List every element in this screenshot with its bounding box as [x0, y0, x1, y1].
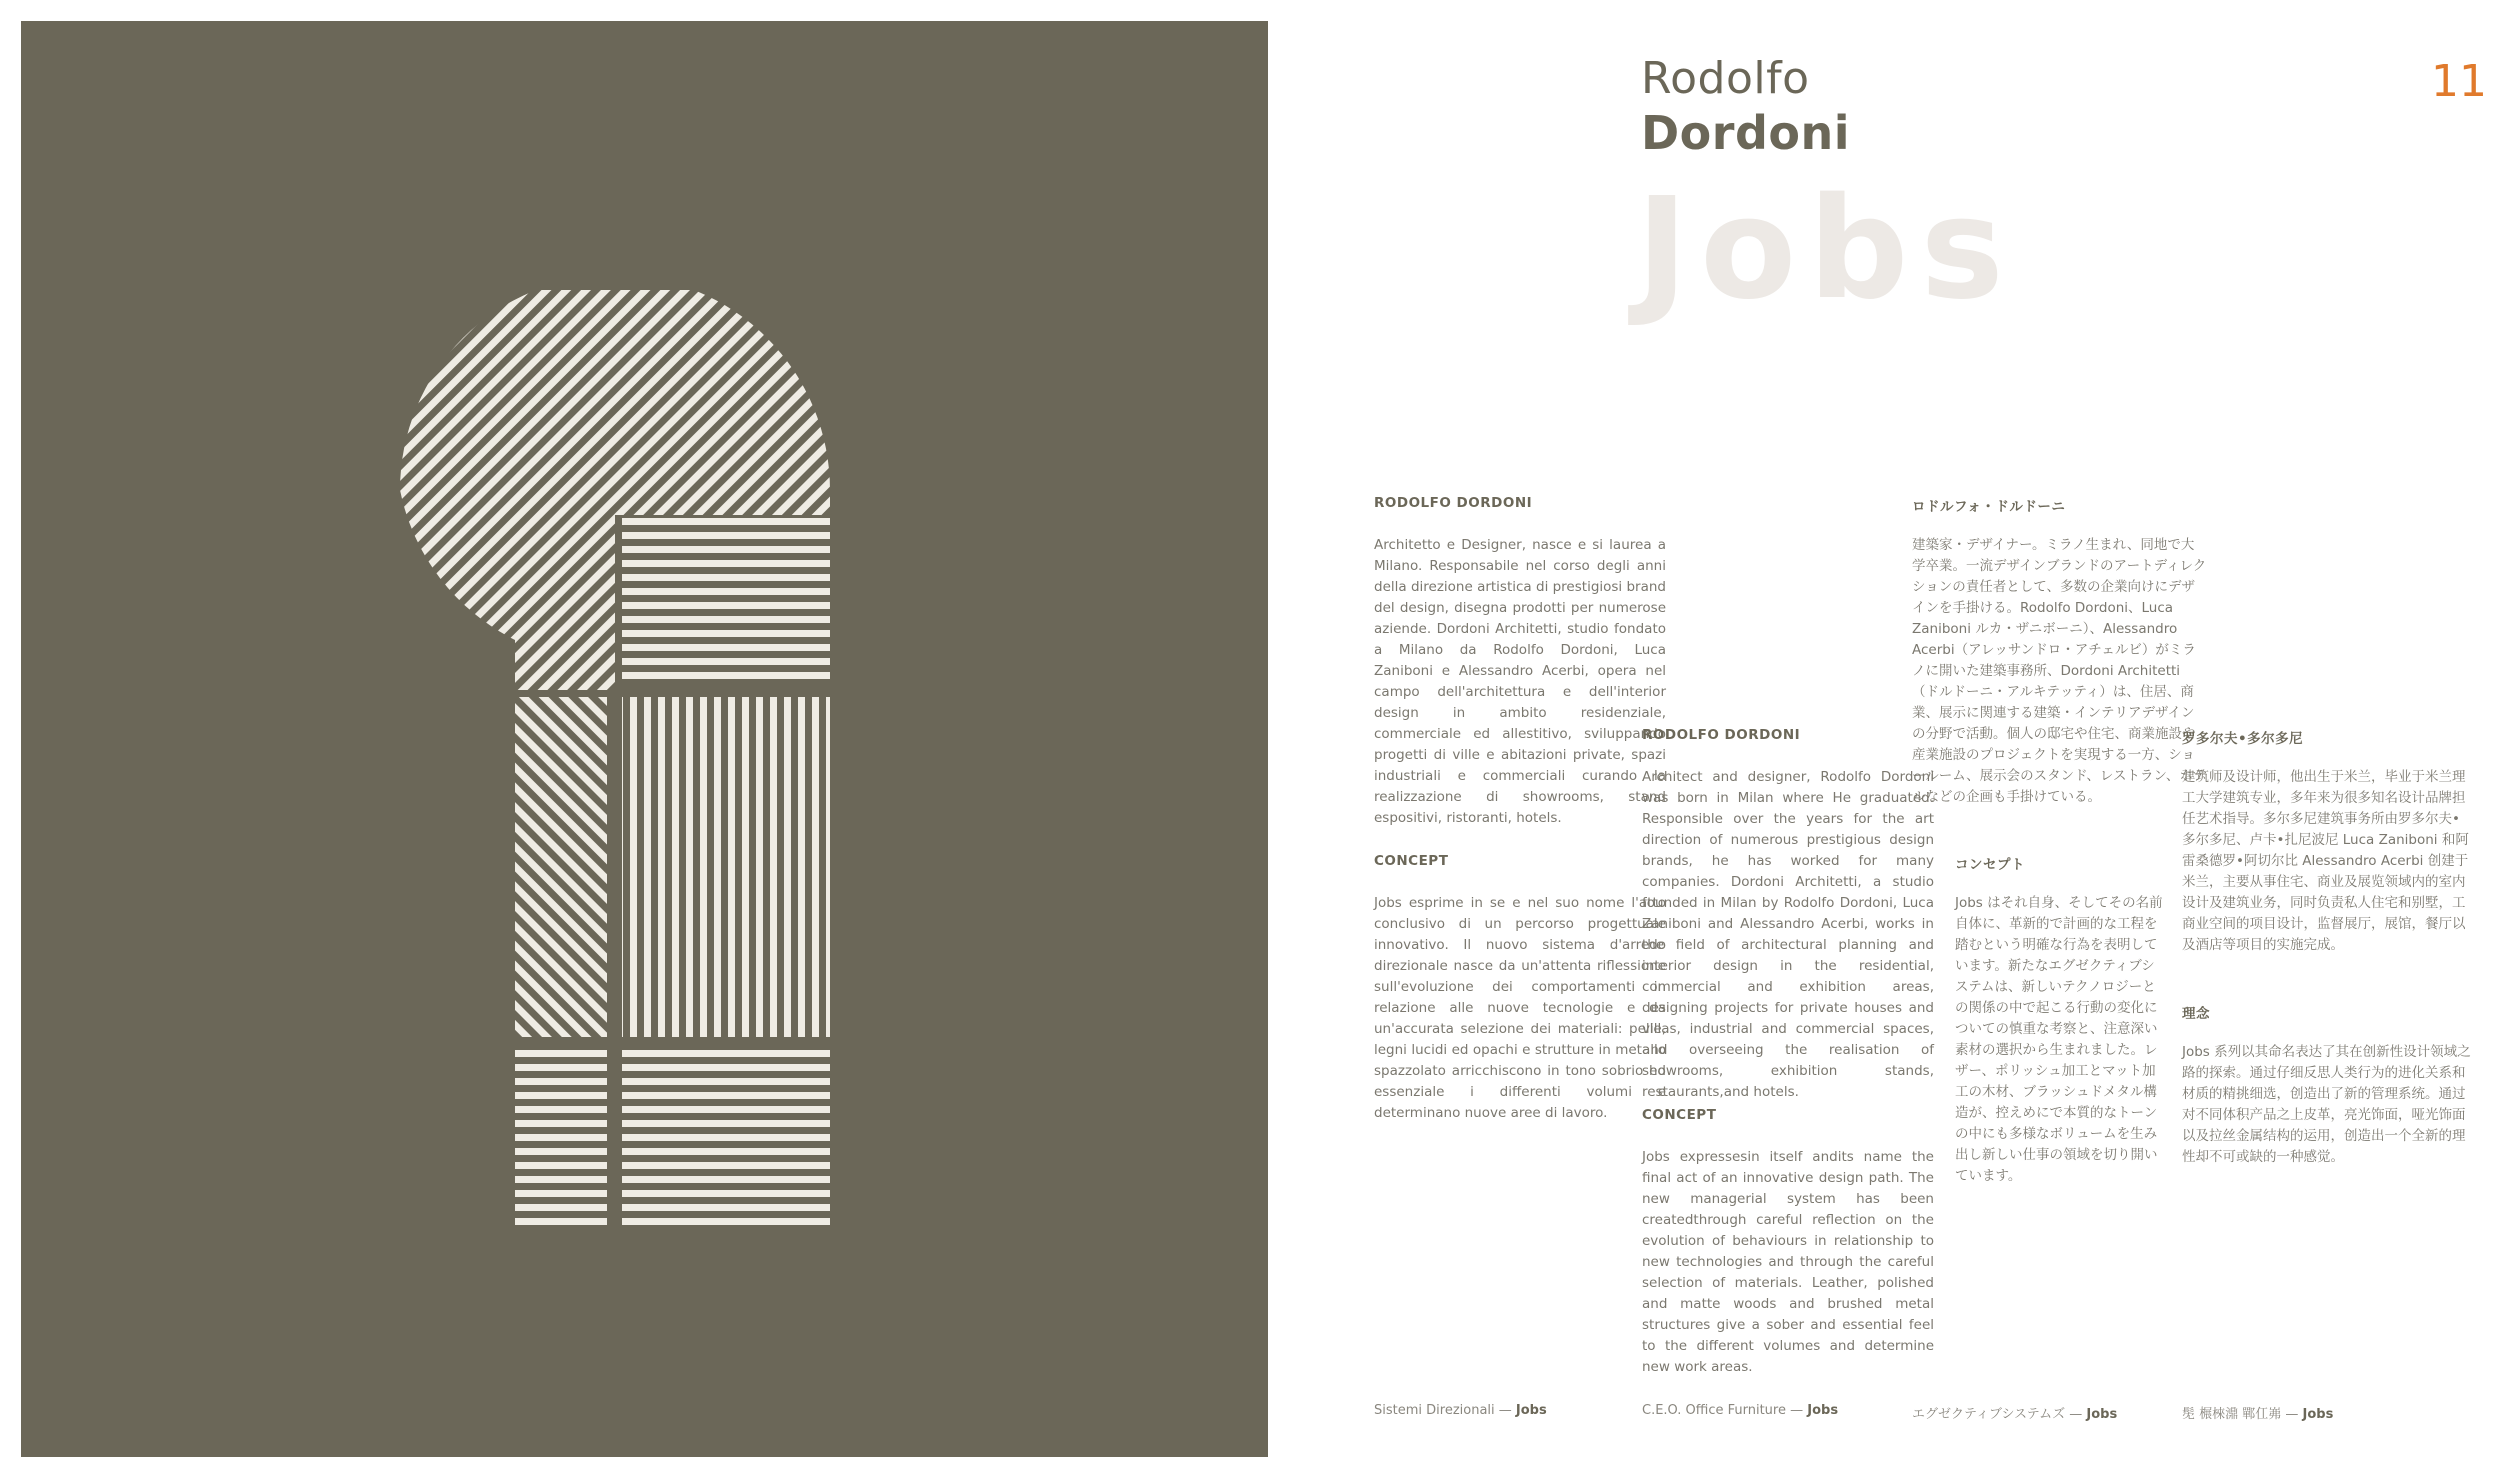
it-concept-text: Jobs esprime in se e nel suo nome l'atto conclusivo di un percorso progettuale innovativo. Il nuovo sistema d'arredo direzionale nasce da un'attenta riflessione sull'evoluzione dei comportamenti in relazione alle nuove tecnologie e da un'accurata selezione dei materiali: pelle, legni lucidi ed opachi e strutture in metallo spazzolato arricchiscono in tono sobrio ed essenziale i differenti volumi e determinano nuove aree di lavoro.: [1374, 895, 1666, 1121]
footer-chinese: 髧 榐棶濎 鄲仜岪 — Jobs: [2182, 1407, 2334, 1422]
zh-bio-heading: 罗多尔夫•多尔多尼: [2182, 731, 2304, 747]
footer-japanese: エグゼクティブシステムズ — Jobs: [1912, 1407, 2118, 1422]
it-concept-heading: CONCEPT: [1374, 853, 1449, 869]
en-concept-heading: CONCEPT: [1642, 1107, 1717, 1123]
en-concept-text: Jobs expressesin itself andits name the final act of an innovative design path. The new managerial system has been createdthrough careful reflection on the evolution of behaviours in relationship to new technologies and through the careful selection of materials. Leather, polished and matte woods and brushed metal structures give a sober and essential feel to the different volumes and determine new work areas.: [1642, 1149, 1934, 1375]
en-bio-heading: RODOLFO DORDONI: [1642, 727, 1801, 743]
horizontal-stripe-block-top: [622, 515, 830, 682]
designer-last-name: Dordoni: [1641, 106, 1851, 160]
zh-bio-text: 建筑师及设计师，他出生于米兰，毕业于米兰理工大学建筑专业，多年来为很多知名设计品牌担任艺术指导。多尔多尼建筑事务所由罗多尔夫•多尔多尼、卢卡•扎尼波尼 Luca Zaniboni 和阿雷桑德罗•阿切尔比 Alessandro Acerbi 创建于米兰，主要从事住宅、商业及展览领域内的室内设计及建筑业务，同时负责私人住宅和别墅，工商业空间的项目设计，监督展厅，展馆，餐厅以及酒店等项目的实施完成。: [2182, 769, 2469, 953]
footer-english: C.E.O. Office Furniture — Jobs: [1642, 1403, 1839, 1418]
footer-italian: Sistemi Direzionali — Jobs: [1374, 1403, 1547, 1418]
en-bio-text: Architect and designer, Rodolfo Dordoni was born in Milan where He graduated. Responsible over the years for the art direction of numerous prestigious design brands, he has worked for many companies. Dordoni Architetti, a studio founded in Milan by Rodolfo Dordoni, Luca Zaniboni and Alessandro Acerbi, works in the field of architectural planning and interior design in the residential, commercial and exhibition areas, designing projects for private houses and villas, industrial and commercial spaces, and overseeing the realisation of showrooms, exhibition stands, restaurants,and hotels.: [1642, 769, 1934, 1100]
horizontal-stripe-block-right: [622, 1045, 830, 1231]
vertical-stripe-block: [622, 697, 830, 1037]
it-bio-heading: RODOLFO DORDONI: [1374, 495, 1533, 511]
ja-bio-text: 建築家・デザイナー。ミラノ生まれ、同地で大学卒業。一流デザインブランドのアートディレクションの責任者として、多数の企業向けにデザインを手掛ける。Rodolfo Dordoni、Luca Zaniboni ルカ・ザニボーニ）、Alessandro Acerbi（アレッサンドロ・アチェルビ）がミラノに開いた建築事務所、Dordoni Architetti （ドルドーニ・アルキテッティ）は、住居、商業、展示に関連する建築・インテリアデザインの分野で活動。個人の邸宅や住宅、商業施設や産業施設のプロジェクトを実現する一方、ショールーム、展示会のスタンド、レストラン、ホテルなどの企画も手掛けている。: [1912, 537, 2207, 805]
page-number: 11: [2431, 56, 2487, 107]
ja-bio-heading: ロドルフォ・ドルドーニ: [1912, 499, 2066, 515]
horizontal-stripe-block-left: [515, 1045, 607, 1231]
product-title: Jobs: [1636, 168, 2016, 331]
ja-concept-heading: コンセプト: [1955, 857, 2025, 873]
zh-concept-text: Jobs 系列以其命名表达了其在创新性设计领域之路的探索。通过仔细反思人类行为的进化关系和材质的精挑细选，创造出了新的管理系统。通过对不同体积产品之上皮革，亮光饰面，哑光饰面以及拉丝金属结构的运用，创造出一个全新的理性却不可或缺的一种感觉。: [2182, 1044, 2471, 1165]
it-bio-text: Architetto e Designer, nasce e si laurea a Milano. Responsabile nel corso degli anni della direzione artistica di prestigiosi brand del design, disegna prodotti per numerose aziende. Dordoni Architetti, studio fondato a Milano da Rodolfo Dordoni, Luca Zaniboni e Alessandro Acerbi, opera nel campo dell'architettura e dell'interior design in ambito residenziale, commerciale ed allestitivo, sviluppando progetti di ville e abitazioni private, spazi industriali e commerciali curando la realizzazione di showrooms, stand espositivi, ristoranti, hotels.: [1374, 537, 1666, 826]
ja-concept-text: Jobs はそれ自身、そしてその名前自体に、革新的で計画的な工程を踏むという明確な行為を表明しています。新たなエグゼクティブシステムは、新しいテクノロジーとの関係の中で起こる行動の変化についての慎重な考察と、注意深い素材の選択から生まれました。レザー、ポリッシュ加工とマット加工の木材、ブラッシュドメタル構造が、控えめにで本質的なトーンの中にも多様なボリュームを生み出し新しい仕事の領域を切り開いています。: [1955, 895, 2163, 1184]
diagonal-stripe-block: [515, 697, 607, 1037]
zh-concept-heading: 理念: [2182, 1006, 2210, 1022]
designer-first-name: Rodolfo: [1641, 53, 1810, 104]
